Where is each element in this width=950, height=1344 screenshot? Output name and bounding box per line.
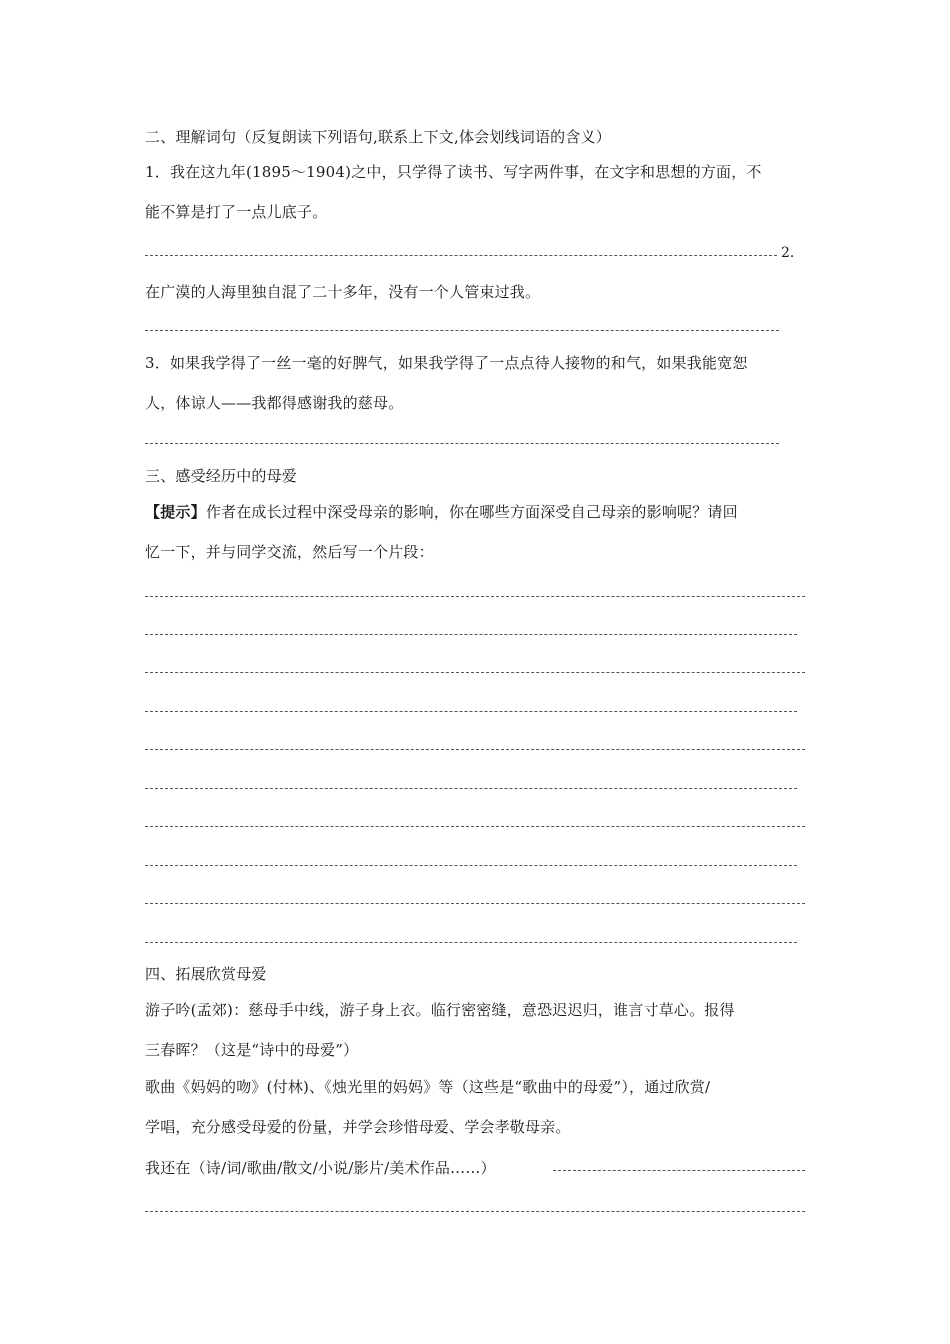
answer-line-q3[interactable] (145, 443, 779, 444)
writing-line-1[interactable] (145, 596, 805, 597)
writing-line-4[interactable] (145, 711, 797, 712)
writing-line-6[interactable] (145, 788, 797, 789)
section-3-heading: 三、感受经历中的母爱 (145, 467, 298, 485)
writing-line-3[interactable] (145, 672, 805, 673)
song-line-1: 歌曲《妈妈的吻》(付林)、《烛光里的妈妈》等（这些是“歌曲中的母爱”），通过欣赏/ (145, 1078, 711, 1096)
question-2-number: 2． (781, 245, 804, 261)
answer-line-q2[interactable] (145, 330, 779, 331)
question-1-line-1: 1．我在这九年(1895～1904)之中，只学得了读书、写字两件事，在文字和思想的方面，不 (145, 163, 762, 181)
writing-line-2[interactable] (145, 634, 797, 635)
section-4-heading: 四、拓展欣赏母爱 (145, 965, 267, 983)
tip-line-2: 忆一下，并与同学交流，然后写一个片段： (145, 543, 434, 561)
answer-line-more-inline[interactable] (553, 1170, 805, 1171)
tip-label: 【提示】 (145, 503, 206, 521)
question-3-line-2: 人，体谅人——我都得感谢我的慈母。 (145, 394, 404, 412)
writing-line-5[interactable] (145, 749, 805, 750)
question-1-line-2: 能不算是打了一点儿底子。 (145, 203, 328, 221)
poem-line-2: 三春晖？（这是“诗中的母爱”） (145, 1041, 359, 1059)
answer-line-q1[interactable] (145, 255, 777, 256)
writing-line-7[interactable] (145, 826, 805, 827)
song-line-2: 学唱，充分感受母爱的份量，并学会珍惜母爱、学会孝敬母亲。 (145, 1118, 571, 1136)
answer-line-more[interactable] (145, 1211, 805, 1212)
writing-line-10[interactable] (145, 942, 797, 943)
section-2-heading: 二、理解词句（反复朗读下列语句,联系上下文,体会划线词语的含义） (145, 128, 611, 146)
more-works-line: 我还在（诗/词/歌曲/散文/小说/影片/美术作品……） (145, 1159, 496, 1177)
question-3-line-1: 3．如果我学得了一丝一毫的好脾气，如果我学得了一点点待人接物的和气，如果我能宽恕 (145, 354, 748, 372)
writing-line-8[interactable] (145, 865, 797, 866)
writing-line-9[interactable] (145, 903, 805, 904)
question-2-line-1: 在广漠的人海里独自混了二十多年，没有一个人管束过我。 (145, 283, 541, 301)
poem-line-1: 游子吟(孟郊)：慈母手中线，游子身上衣。临行密密缝，意恐迟迟归，谁言寸草心。报得 (145, 1001, 735, 1019)
tip-text: 作者在成长过程中深受母亲的影响，你在哪些方面深受自己母亲的影响呢？请回 (205, 503, 738, 521)
tip-line-1 (145, 502, 738, 522)
